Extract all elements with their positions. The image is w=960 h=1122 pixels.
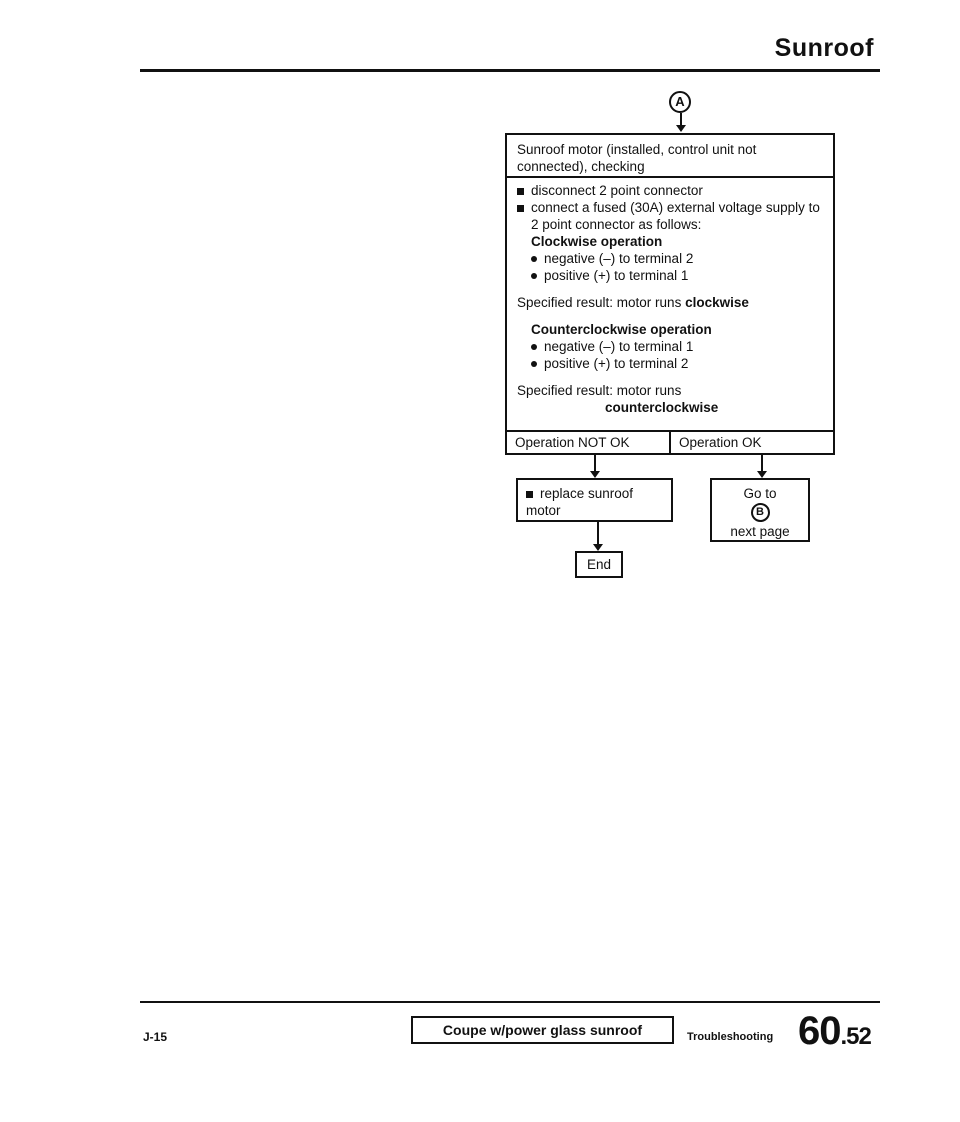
footer-code: J-15 (143, 1030, 168, 1044)
clockwise-negative: negative (–) to terminal 2 (517, 250, 825, 267)
arrow-down-icon (676, 125, 686, 132)
dot-bullet-icon (531, 273, 537, 279)
arrow-down-icon (590, 471, 600, 478)
entry-marker-a: A (669, 91, 691, 113)
square-bullet-icon (526, 491, 533, 498)
goto-suffix: next page (730, 524, 790, 539)
footer-section: Troubleshooting (687, 1031, 774, 1043)
counterclockwise-result-value: counterclockwise (605, 400, 719, 415)
counterclockwise-negative: negative (–) to terminal 1 (517, 338, 825, 355)
square-bullet-icon (517, 205, 524, 212)
replace-motor-box: replace sunroof motor (516, 478, 673, 522)
square-bullet-icon (517, 188, 524, 195)
dot-bullet-icon (531, 256, 537, 262)
footer-rule (140, 1001, 880, 1003)
dot-bullet-icon (531, 344, 537, 350)
connector-line (761, 455, 763, 471)
counterclockwise-heading: Counterclockwise operation (531, 322, 712, 337)
counterclockwise-result: Specified result: motor runs (517, 383, 682, 398)
footer-model: Coupe w/power glass sunroof (411, 1016, 674, 1044)
branch-ok: Operation OK (669, 432, 833, 453)
dot-bullet-icon (531, 361, 537, 367)
connector-line (594, 455, 596, 471)
branch-not-ok: Operation NOT OK (515, 435, 630, 450)
check-title: Sunroof motor (installed, control unit not connected), checking (507, 135, 833, 178)
goto-next-page-box (710, 478, 810, 542)
check-steps (507, 178, 833, 420)
arrow-down-icon (757, 471, 767, 478)
check-procedure-box (505, 133, 835, 455)
counterclockwise-positive: positive (+) to terminal 2 (517, 355, 825, 372)
step-item: connect a fused (30A) external voltage supply to 2 point connector as follows: (517, 199, 825, 233)
arrow-down-icon (593, 544, 603, 551)
connector-line (597, 522, 599, 544)
goto-prefix: Go to (743, 486, 777, 501)
connector-line (680, 113, 682, 125)
result-branches (507, 430, 833, 453)
clockwise-positive: positive (+) to terminal 1 (517, 267, 825, 284)
clockwise-heading: Clockwise operation (531, 234, 663, 249)
step-item: disconnect 2 point connector (517, 182, 825, 199)
clockwise-result: Specified result: motor runs clockwise (517, 295, 749, 310)
page-title: Sunroof (774, 34, 874, 62)
goto-marker-b: B (751, 503, 770, 522)
page-number: 60.52 (798, 1009, 871, 1053)
end-box: End (575, 551, 623, 578)
header-rule (140, 69, 880, 72)
